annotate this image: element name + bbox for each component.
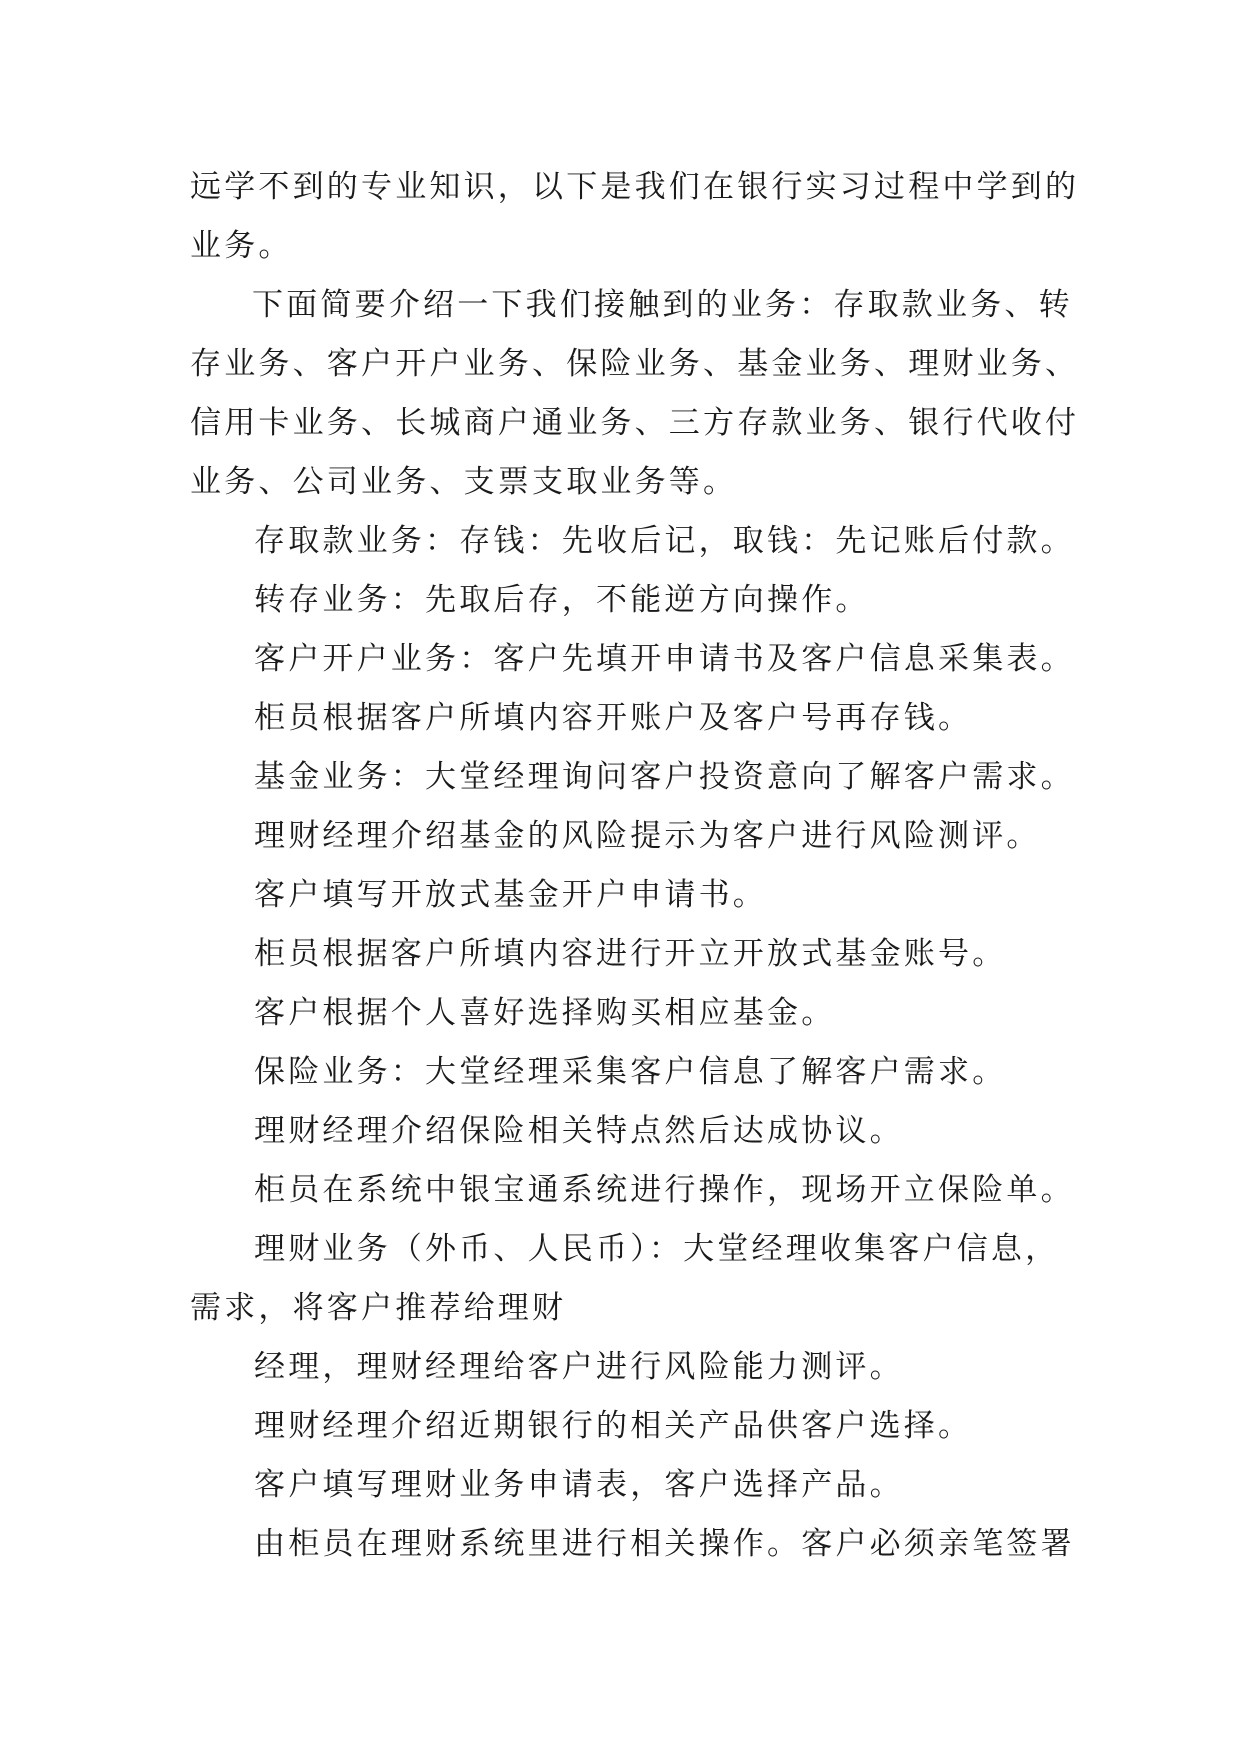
paragraph-line: 存取款业务：存钱：先收后记，取钱：先记账后付款。: [254, 523, 1075, 559]
paragraph-line: 转存业务：先取后存，不能逆方向操作。: [254, 582, 870, 618]
paragraph-line: 需求，将客户推荐给理财: [190, 1290, 567, 1326]
paragraph-line: 基金业务：大堂经理询问客户投资意向了解客户需求。: [254, 759, 1075, 795]
paragraph-line: 理财经理介绍保险相关特点然后达成协议。: [254, 1113, 904, 1149]
paragraph-line: 理财业务（外币、人民币）：大堂经理收集客户信息，: [254, 1231, 1060, 1267]
paragraph-line: 下面简要介绍一下我们接触到的业务：存取款业务、转: [252, 287, 1073, 323]
paragraph-line: 客户填写理财业务申请表，客户选择产品。: [254, 1467, 904, 1503]
paragraph-line: 由柜员在理财系统里进行相关操作。客户必须亲笔签署: [254, 1526, 1075, 1562]
paragraph-line: 柜员根据客户所填内容开账户及客户号再存钱。: [254, 700, 973, 736]
paragraph-line: 理财经理介绍近期银行的相关产品供客户选择。: [254, 1408, 973, 1444]
paragraph-line: 柜员在系统中银宝通系统进行操作，现场开立保险单。: [254, 1172, 1075, 1208]
paragraph-line: 理财经理介绍基金的风险提示为客户进行风险测评。: [254, 818, 1041, 854]
body-text: [190, 158, 1080, 1574]
paragraph-line: 存业务、客户开户业务、保险业务、基金业务、理财业务、: [190, 346, 1080, 382]
paragraph-line: 信用卡业务、长城商户通业务、三方存款业务、银行代收付: [190, 405, 1080, 441]
paragraph-line: 经理，理财经理给客户进行风险能力测评。: [254, 1349, 904, 1385]
paragraph-line: 远学不到的专业知识，以下是我们在银行实习过程中学到的: [190, 169, 1080, 205]
paragraph-line: 业务、公司业务、支票支取业务等。: [190, 464, 738, 500]
paragraph-line: 客户填写开放式基金开户申请书。: [254, 877, 767, 913]
paragraph-line: 保险业务：大堂经理采集客户信息了解客户需求。: [254, 1054, 1007, 1090]
paragraph-line: 客户根据个人喜好选择购买相应基金。: [254, 995, 836, 1031]
paragraph-line: 业务。: [190, 228, 293, 264]
paragraph-line: 柜员根据客户所填内容进行开立开放式基金账号。: [254, 936, 1007, 972]
paragraph-line: 客户开户业务：客户先填开申请书及客户信息采集表。: [254, 641, 1075, 677]
